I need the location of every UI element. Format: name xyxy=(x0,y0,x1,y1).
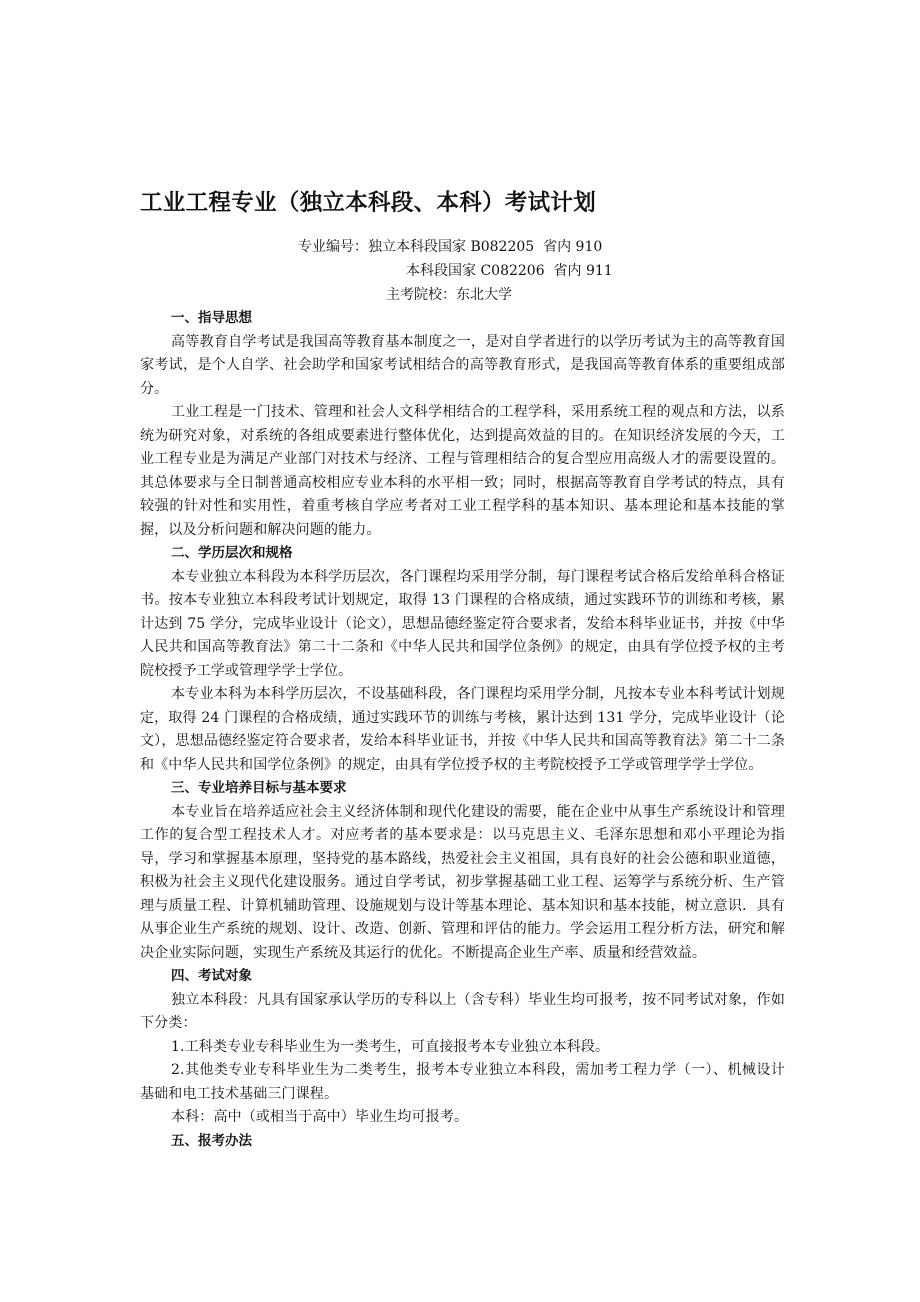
paragraph: 1.工科类专业专科毕业生为一类考生，可直接报考本专业独立本科段。 xyxy=(171,1038,610,1055)
major-code-line: 专业编号：独立本科段国家 B082205 省内 910 xyxy=(298,239,603,255)
major-code-line-2: 本科段国家 C082206 省内 911 xyxy=(406,263,613,279)
section-training-goals xyxy=(140,777,785,965)
section-heading: 一、指导思想 xyxy=(171,310,252,326)
document-title: 工业工程专业（独立本科段、本科）考试计划 xyxy=(140,190,597,216)
paragraph: 本专业旨在培养适应社会主义经济体制和现代化建设的需要，能在企业中从事生产系统设计和管理工作的复合型工程技术人才。对应考者的基本要求是：以马克思主义、毛泽东思想和邓小平理论为指导，学习和掌握基本原理，坚持党的基本路线，热爱社会主义祖国，具有良好的社会公德和职业道德，积极为社会主义现代化建设服务。通过自学考试，初步掌握基础工业工程、运筹学与系统分析、生产管理与质量工程、计算机辅助管理、设施规划与设计等基本理论、基本知识和基本技能，树立意识．具有从事企业生产系统的规划、设计、改造、创新、管理和评估的能力。学会运用工程分析方法，研究和解决企业实际问题，实现生产系统及其运行的优化。不断提高企业生产率、质量和经营效益。 xyxy=(140,803,785,961)
paragraph: 独立本科段：凡具有国家承认学历的专科以上（含专科）毕业生均可报考，按不同考试对象，作如下分类： xyxy=(140,991,785,1031)
section-heading: 二、学历层次和规格 xyxy=(171,545,293,561)
paragraph: 2.其他类专业专科毕业生为二类考生，报考本专业独立本科段，需加考工程力学（一）、机械设计基础和电工技术基础三门课程。 xyxy=(140,1062,785,1102)
section-heading: 三、专业培养目标与基本要求 xyxy=(171,780,347,796)
section-guiding-thought xyxy=(140,307,785,542)
paragraph: 本专业独立本科段为本科学历层次，各门课程均采用学分制，每门课程考试合格后发给单科合格证书。按本专业独立本科段考试计划规定，取得 13 门课程的合格成绩，通过实践环节的训练和考核，累计达到 75 学分，完成毕业设计（论文），思想品德经鉴定符合要求者，发给本科毕业证书，并按《中华人民共和国高等教育法》第二十二条和《中华人民共和国学位条例》的规定，由具有学位授予权的主考院校授予工学或管理学学士学位。 xyxy=(140,568,785,679)
paragraph: 工业工程是一门技术、管理和社会人文科学相结合的工程学科，采用系统工程的观点和方法，以系统为研究对象，对系统的各组成要素进行整体优化，达到提高效益的目的。在知识经济发展的今天，工业工程专业是为满足产业部门对技术与经济、工程与管理相结合的复合型应用高级人才的需要设置的。其总体要求与全日制普通高校相应专业本科的水平相一致；同时，根据高等教育自学考试的特点，具有较强的针对性和实用性，着重考核自学应考者对工业工程学科的基本知识、基本理论和基本技能的掌握，以及分析问题和解决问题的能力。 xyxy=(140,404,785,538)
paragraph: 高等教育自学考试是我国高等教育基本制度之一，是对自学者进行的以学历考试为主的高等教育国家考试，是个人自学、社会助学和国家考试相结合的高等教育形式，是我国高等教育体系的重要组成部分。 xyxy=(140,333,785,397)
section-heading: 五、报考办法 xyxy=(171,1132,252,1149)
paragraph: 本科：高中（或相当于高中）毕业生均可报考。 xyxy=(171,1109,469,1125)
section-degree-level xyxy=(140,542,785,777)
section-exam-candidates xyxy=(140,965,785,1130)
document-page xyxy=(140,190,785,1153)
exam-school-line: 主考院校：东北大学 xyxy=(386,287,512,303)
section-heading: 四、考试对象 xyxy=(171,968,252,984)
document-meta xyxy=(140,235,785,307)
section-registration xyxy=(140,1130,785,1154)
paragraph: 本专业本科为本科学历层次，不设基础科段，各门课程均采用学分制，凡按本专业本科考试计划规定，取得 24 门课程的合格成绩，通过实践环节的训练与考核，累计达到 131 学分，完成毕业设计（论文），思想品德经鉴定符合要求者，发给本科毕业证书，并按《中华人民共和国高等教育法》第二十二条和《中华人民共和国学位条例》的规定，由具有学位授予权的主考院校授予工学或管理学学士学位。 xyxy=(140,686,785,773)
